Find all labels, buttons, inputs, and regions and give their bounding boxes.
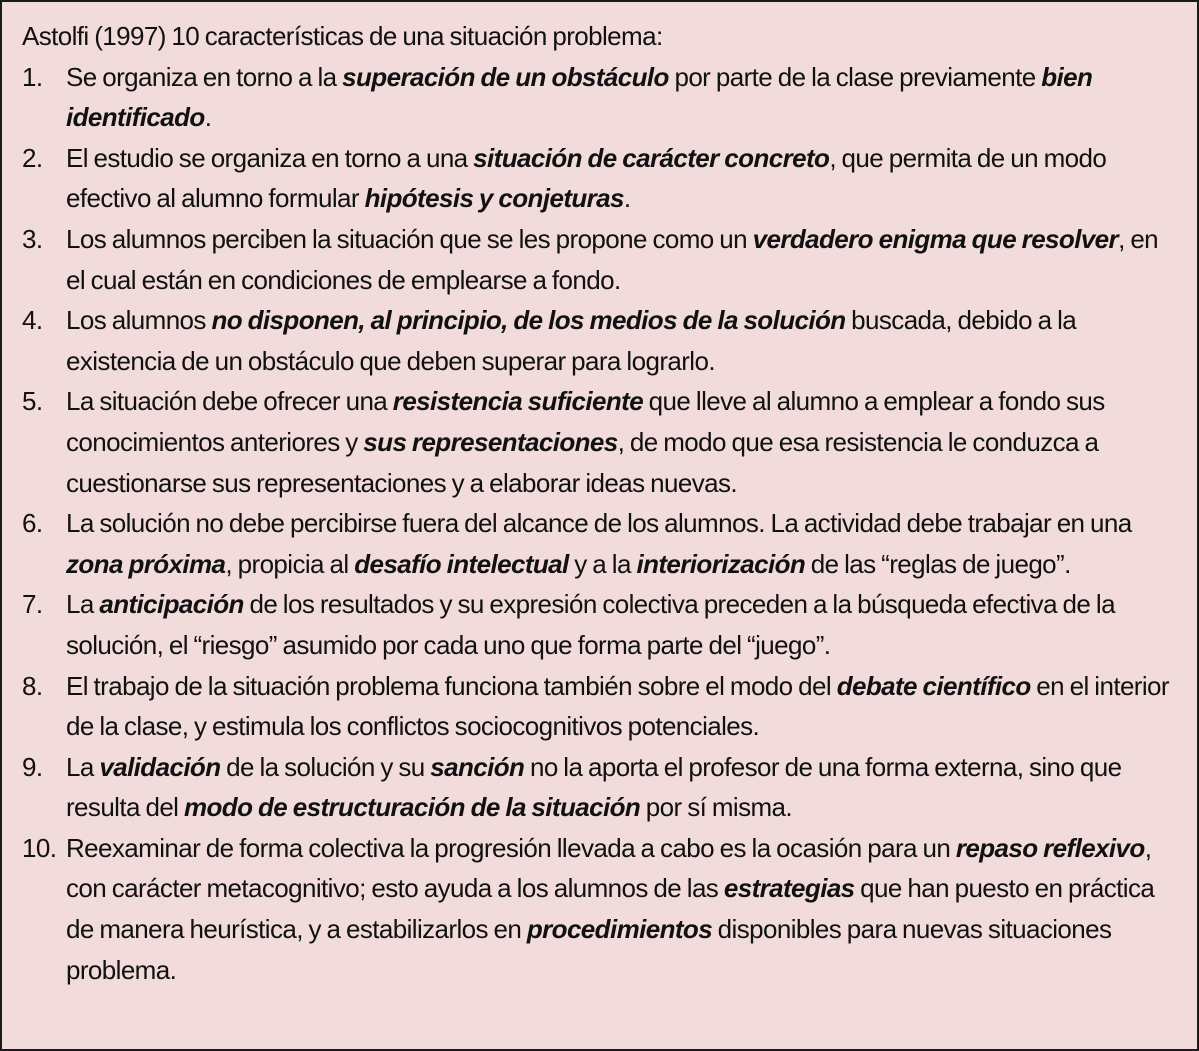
item-text: La situación debe ofrecer una (66, 386, 393, 417)
list-item (22, 57, 1182, 138)
item-number: 2. (22, 142, 43, 173)
item-emphasis: debate científico (836, 670, 1031, 701)
item-number: 8. (22, 670, 43, 701)
item-text: , en el cual están en condiciones de emplearse a fondo. (66, 223, 1159, 295)
item-text: de las “reglas de juego”. (805, 548, 1071, 579)
item-text: . (623, 183, 631, 214)
item-emphasis: superación de un obstáculo (342, 61, 669, 92)
item-emphasis: bien identificado (66, 61, 1093, 133)
item-text: El estudio se organiza en torno a una (66, 142, 474, 173)
item-emphasis: anticipación (99, 589, 244, 620)
item-text: que lleve al alumno a emplear a fondo sus conocimientos anteriores y (66, 386, 1105, 457)
item-text: en el interior de la clase, y estimula los conflictos sociocognitivos potenciales. (66, 670, 1169, 742)
text-content (22, 16, 1182, 990)
item-text: La solución no debe percibirse fuera del alcance de los alumnos. La actividad debe trabajar en una (66, 508, 1132, 539)
item-text: Los alumnos (66, 305, 212, 336)
item-emphasis: sanción (430, 751, 525, 782)
item-emphasis: procedimientos (526, 914, 713, 945)
list-item (22, 666, 1182, 747)
list-item (22, 381, 1182, 503)
item-text: Los alumnos perciben la situación que se les propone como un (66, 223, 753, 254)
item-text: , de modo que esa resistencia le conduzca a cuestionarse sus representaciones y a elaborar ideas nuevas. (66, 426, 1099, 498)
item-emphasis: estrategias (723, 873, 855, 904)
item-text: , que permita de un modo efectivo al alumno formular (66, 142, 1107, 214)
item-number: 7. (22, 589, 43, 620)
item-text: por sí misma. (640, 792, 793, 823)
item-text: por parte de la clase previamente (668, 61, 1042, 92)
item-text: no la aporta el profesor de una forma externa, sino que resulta del (66, 751, 1122, 823)
list-item (22, 219, 1182, 300)
item-text: que han puesto en práctica de manera heurística, y a estabilizarlos en (66, 873, 1155, 945)
item-number: 1. (22, 61, 43, 92)
item-emphasis: hipótesis y conjeturas (364, 183, 624, 214)
item-emphasis: desafío intelectual (354, 548, 569, 579)
item-emphasis: verdadero enigma que resolver (752, 223, 1119, 254)
list-item (22, 747, 1182, 828)
item-number: 6. (22, 508, 43, 539)
item-number: 5. (22, 386, 43, 417)
item-text: La (66, 751, 100, 782)
item-emphasis: resistencia suficiente (392, 386, 644, 417)
item-text: Se organiza en torno a la (66, 61, 343, 92)
item-text: de la solución y su (220, 751, 431, 782)
item-text: . (204, 102, 212, 133)
item-emphasis: sus representaciones (363, 426, 618, 457)
item-emphasis: situación de carácter concreto (473, 142, 830, 173)
item-text: Reexaminar de forma colectiva la progresión llevada a cabo es la ocasión para un (66, 832, 956, 863)
item-number: 10. (22, 832, 57, 863)
item-text: disponibles para nuevas situaciones problema. (66, 914, 1112, 985)
item-emphasis: modo de estructuración de la situación (183, 792, 641, 823)
item-emphasis: validación (99, 751, 221, 782)
item-text: La (66, 589, 100, 620)
list-item (22, 828, 1182, 990)
intro-heading: Astolfi (1997) 10 características de una situación problema: (22, 21, 663, 51)
item-emphasis: repaso reflexivo (955, 832, 1145, 863)
characteristics-list (22, 57, 1182, 991)
item-text: , con carácter metacognitivo; esto ayuda a los alumnos de las (66, 832, 1152, 904)
item-text: , propicia al (225, 548, 355, 579)
list-item (22, 584, 1182, 665)
item-number: 3. (22, 223, 43, 254)
item-emphasis: zona próxima (66, 548, 226, 579)
item-emphasis: no disponen, al principio, de los medios de la solución (211, 305, 846, 336)
list-item (22, 503, 1182, 584)
item-emphasis: interiorización (636, 548, 806, 579)
item-text: buscada, debido a la existencia de un obstáculo que deben superar para lograrlo. (66, 305, 1077, 376)
item-number: 9. (22, 751, 43, 782)
item-text: y a la (568, 548, 637, 579)
item-text: de los resultados y su expresión colectiva preceden a la búsqueda efectiva de la solución, el “riesgo” asumido por cada uno que forma parte del “juego”. (66, 589, 1115, 660)
list-item (22, 300, 1182, 381)
item-number: 4. (22, 305, 43, 336)
item-text: El trabajo de la situación problema funciona también sobre el modo del (66, 670, 837, 701)
list-item (22, 138, 1182, 219)
